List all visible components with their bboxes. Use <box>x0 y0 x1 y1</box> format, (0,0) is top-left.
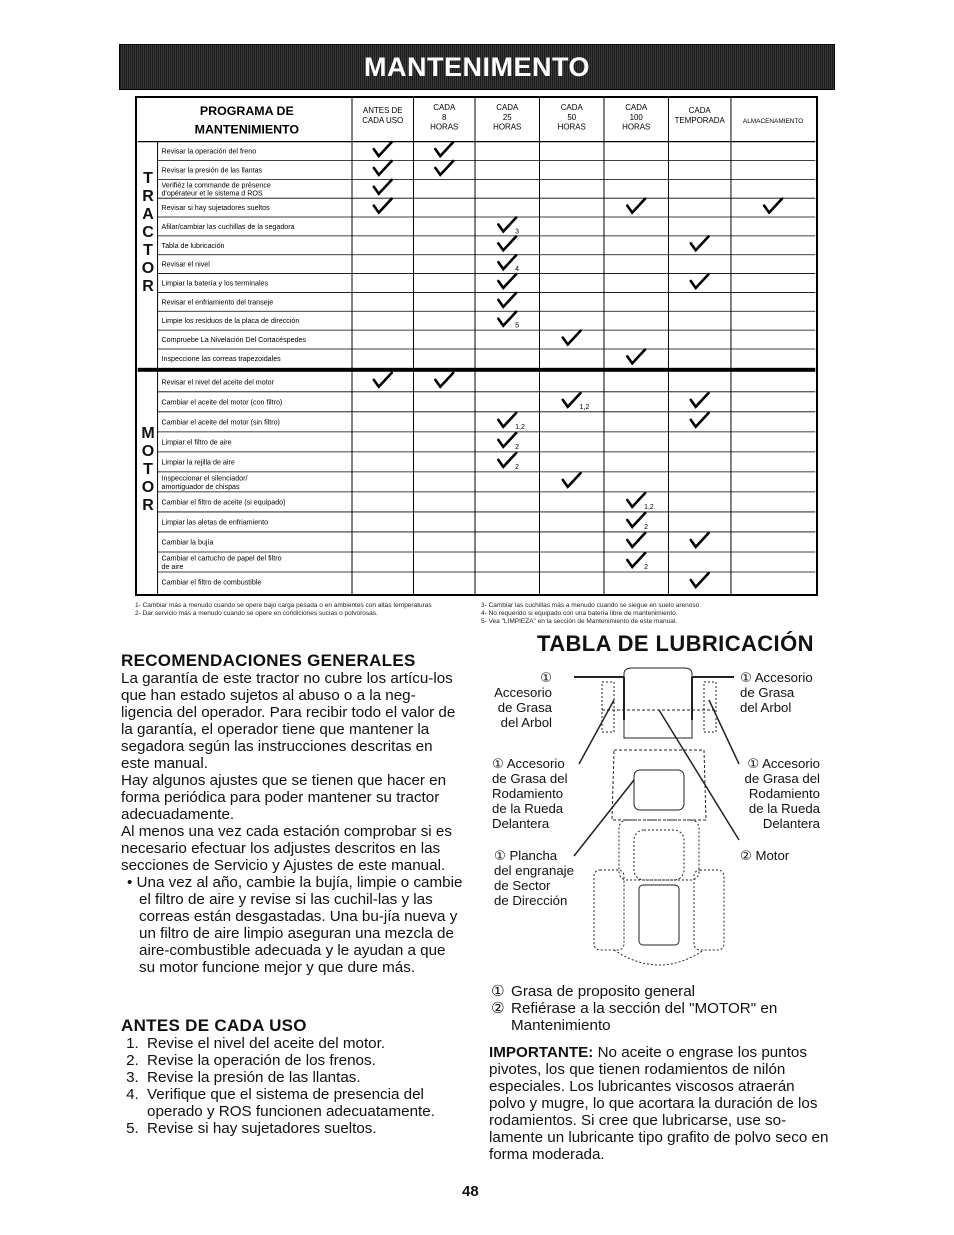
before-use-heading: ANTES DE CADA USO <box>121 1016 307 1035</box>
task-label: Cambiar la bujía <box>161 538 214 547</box>
callout-shaft-fitting-left: ① Accesorio de Grasa del Arbol <box>494 670 552 730</box>
check-mark <box>563 331 581 345</box>
check-mark <box>435 161 453 175</box>
section-label-letter: O <box>141 479 155 496</box>
column-header: HORAS <box>430 122 459 132</box>
callout-shaft-fitting-right: ① Accesorio de Grasa del Arbol <box>740 670 813 715</box>
section-label-letter: T <box>143 170 153 187</box>
callout-motor: ② Motor <box>740 848 790 863</box>
check-mark <box>563 473 581 487</box>
column-header: HORAS <box>557 122 586 132</box>
task-label: Limpiar la batería y los terminales <box>161 279 269 288</box>
task-label: Cambiar el cartucho de papel del filtro <box>161 554 282 563</box>
footnote-5: 5- Vea "LIMPIEZA" en la sección de Mantenimiento de este manual. <box>481 618 678 625</box>
section-label-letter: O <box>141 443 155 460</box>
column-header: 100 <box>629 112 643 122</box>
program-header: MANTENIMIENTO <box>194 122 300 137</box>
footnote-3: 3- Cambiar las cuchillas más a menudo cuando se siegue en suelo arenoso. <box>481 602 702 609</box>
check-footnote: 3 <box>515 228 520 236</box>
program-header: PROGRAMA DE <box>199 103 294 118</box>
check-footnote: 2 <box>515 463 520 471</box>
check-footnote: 5 <box>515 322 520 330</box>
column-header: HORAS <box>493 122 522 132</box>
check-mark <box>374 199 392 213</box>
recommendations-paragraph: La garantía de este tractor no cubre los artícu-los que han estado sujetos al abuso o a la neg-ligencia del operador. Para recibir todo el valor de la garantía, el operador tiene que mantener la segadora según las instrucciones descritas en este manual. <box>121 670 456 772</box>
check-mark <box>498 413 525 431</box>
column-header: ALMACENAMIENTO <box>742 117 804 125</box>
check-footnote: 4 <box>515 266 520 274</box>
column-header: CADA <box>625 102 648 112</box>
column-header: CADA <box>433 102 456 112</box>
column-header: TEMPORADA <box>674 115 725 125</box>
check-mark <box>374 142 392 156</box>
check-mark <box>627 349 645 363</box>
column-header: CADA <box>688 105 711 115</box>
check-mark <box>498 218 519 236</box>
check-mark <box>627 493 654 511</box>
before-use-item: 3. Revise la presión de las llantas. <box>143 1069 463 1086</box>
maintenance-schedule-table <box>135 96 818 596</box>
check-mark <box>764 199 782 213</box>
legend-item <box>491 983 831 1000</box>
check-mark <box>691 533 709 547</box>
check-mark <box>374 180 392 194</box>
task-label: Tabla de lubricación <box>161 241 225 250</box>
column-header: CADA <box>560 102 583 112</box>
rear-frame <box>639 885 679 945</box>
section-label-letter: M <box>141 425 155 442</box>
task-label: Revisar el nivel del aceite del motor <box>161 378 275 387</box>
right-rear-wheel <box>694 870 724 950</box>
section-label-letter: T <box>143 461 153 478</box>
before-use-list <box>121 1035 463 1137</box>
recommendations-paragraph: Al menos una vez cada estación comprobar si es necesario efectuar los adjustes descritos en las secciones de Servicio y Ajustes de este manual. <box>121 823 452 874</box>
task-label: Revisar si hay sujetadores sueltos <box>161 204 270 213</box>
lubrication-legend <box>491 983 831 1034</box>
task-label: Inspeccione las correas trapezoidales <box>161 354 281 363</box>
column-header: ANTES DE <box>362 105 403 115</box>
task-label: Revisar el enfriamiento del transeje <box>161 298 274 307</box>
check-mark <box>498 453 519 471</box>
task-label: de aire <box>161 562 184 571</box>
check-mark <box>627 199 645 213</box>
check-mark <box>627 533 645 547</box>
column-header: 25 <box>502 112 512 122</box>
legend-text: Refiérase a la sección del "MOTOR" en Mantenimiento <box>511 1000 778 1034</box>
recommendations-bullet: • Una vez al año, cambie la bujía, limpie o cambie el filtro de aire y revise si las cuchil-las y las correas están desgastadas. Una bu-jía nueva y un filtro de aire limpio aseguran una mezcla de aire-combustible adecuada y le ayudan a que su motor funcione mejor y que dure más. <box>127 874 463 976</box>
banner-title: MANTENIMENTO <box>364 51 590 82</box>
check-mark <box>691 413 709 427</box>
left-rear-wheel <box>594 870 624 950</box>
check-footnote: 1,2 <box>515 423 525 431</box>
rear-outline <box>614 950 704 965</box>
task-label: d'opérateur et le sistema d ROS <box>161 189 263 198</box>
check-footnote: 1,2 <box>644 503 654 511</box>
section-label-letter: R <box>142 188 154 205</box>
check-mark <box>498 293 516 307</box>
check-mark <box>691 236 709 250</box>
section-label-letter: O <box>141 260 155 277</box>
recommendations-body <box>121 670 463 976</box>
check-footnote: 2 <box>644 523 649 531</box>
task-label: Afilar/cambiar las cuchillas de la segadora <box>161 222 295 231</box>
tractor-section-label <box>141 170 155 296</box>
seat-outline <box>634 830 684 880</box>
left-front-wheel <box>602 682 614 732</box>
check-mark <box>374 373 392 387</box>
check-mark <box>563 393 590 411</box>
section-banner <box>119 44 835 90</box>
footnote-4: 4- No requerido si equipado con una batería libre de mantenimiento. <box>481 610 678 617</box>
check-mark <box>498 236 516 250</box>
check-mark <box>435 142 453 156</box>
task-label: Inspeccionar el silenciador/ <box>161 474 248 483</box>
right-front-wheel <box>704 682 716 732</box>
deck-outline <box>619 820 699 880</box>
check-footnote: 1,2 <box>579 403 590 411</box>
task-label: Cambiar el filtro de aceite (si equipado) <box>161 498 286 507</box>
task-label: Limpiar las aletas de enfriamiento <box>161 518 269 527</box>
hood-outline <box>624 668 692 738</box>
legend-item <box>491 1000 831 1034</box>
important-label: IMPORTANTE: <box>489 1044 594 1061</box>
task-label: Limpiar el filtro de aire <box>161 438 232 447</box>
task-label: Cambiar el aceite del motor (sin filtro) <box>161 418 280 427</box>
callout-wheel-bearing-left: ① Accesorio de Grasa del Rodamiento de la Rueda Delantera <box>492 756 568 831</box>
footnotes-right <box>481 602 701 626</box>
check-mark <box>374 161 392 175</box>
check-mark <box>498 255 519 273</box>
task-label: Verifiéz la commande de présence <box>161 181 271 190</box>
column-header: CADA <box>496 102 519 112</box>
task-label: Revisar la presión de las llantas <box>161 166 263 175</box>
task-label: Limpie los residuos de la placa de dirección <box>161 317 300 326</box>
column-header: CADA USO <box>362 115 404 125</box>
check-mark <box>691 393 709 407</box>
section-label-letter: C <box>142 224 154 241</box>
check-footnote: 2 <box>515 443 520 451</box>
callout-sector-gear-plate: ① Plancha del engranaje de Sector de Dirección <box>494 848 574 908</box>
footnotes-left <box>135 602 432 618</box>
section-label-letter: T <box>143 242 153 259</box>
callout-line <box>574 780 634 856</box>
task-label: Cambiar el filtro de combustible <box>161 578 262 587</box>
task-label: Cambiar el aceite del motor (con filtro) <box>161 398 283 407</box>
column-header: 50 <box>567 112 577 122</box>
motor-section-label <box>141 425 155 515</box>
check-mark <box>691 274 709 288</box>
check-mark <box>627 553 648 571</box>
check-mark <box>498 433 519 451</box>
important-note <box>489 1044 833 1163</box>
important-text: No aceite o engrase los puntos pivotes, los que tienen rodamientos de nilón especiales. Los lubricantes viscosos atraerán polvo y mugre, lo que acortara la duración de los rodamientos. Si cree que lubricarse, use so-lamente un lubricante tipo grafito de polvo seco en forma moderada. <box>489 1044 829 1163</box>
task-label: Compruebe La Nivelación Del Cortacéspedes <box>161 336 307 345</box>
recommendations-paragraph: Hay algunos ajustes que se tienen que hacer en forma periódica para poder mantener su tractor adecuadamente. <box>121 772 447 823</box>
before-use-item: 1. Revise el nivel del aceite del motor. <box>143 1035 463 1052</box>
task-label: Revisar el nivel <box>161 260 210 269</box>
check-mark <box>435 373 453 387</box>
legend-text: Grasa de proposito general <box>511 983 696 1000</box>
before-use-item: 5. Revise si hay sujetadores sueltos. <box>143 1120 463 1137</box>
check-footnote: 2 <box>644 563 649 571</box>
task-label: amortiguador de chispas <box>161 482 240 491</box>
before-use-item: 4. Verifique que el sistema de presencia del operado y ROS funcionen adecuatamente. <box>143 1086 463 1120</box>
section-separator <box>138 368 816 372</box>
section-label-letter: A <box>142 206 154 223</box>
column-header: 8 <box>442 112 447 122</box>
footnote-1: 1- Cambiar más a menudo cuando se opere bajo carga pesada o en ambientes con altas temperaturas <box>135 602 432 609</box>
legend-symbol: ② <box>491 1000 505 1017</box>
task-label: Limpiar la rejilla de aire <box>161 458 235 467</box>
check-mark <box>691 573 709 587</box>
engine-outline <box>634 770 684 810</box>
before-use-item: 2. Revise la operación de los frenos. <box>143 1052 463 1069</box>
footnote-2: 2- Dar servicio más a menudo cuando se opere en condiciones sucias o polvorosas. <box>135 610 378 617</box>
lubrication-title: TABLA DE LUBRICACIÓN <box>537 631 814 656</box>
section-label-letter: R <box>142 278 154 295</box>
check-mark <box>627 513 648 531</box>
page-number: 48 <box>462 1183 479 1200</box>
callout-wheel-bearing-right: ① Accesorio de Grasa del Rodamiento de la Rueda Delantera <box>744 756 820 831</box>
legend-symbol: ① <box>491 983 505 1000</box>
section-label-letter: R <box>142 497 154 514</box>
column-header: HORAS <box>622 122 651 132</box>
check-mark <box>498 274 516 288</box>
callout-line <box>579 700 614 764</box>
recommendations-heading: RECOMENDACIONES GENERALES <box>121 651 416 670</box>
task-label: Revisar la operación del freno <box>161 147 257 156</box>
check-mark <box>498 312 519 330</box>
